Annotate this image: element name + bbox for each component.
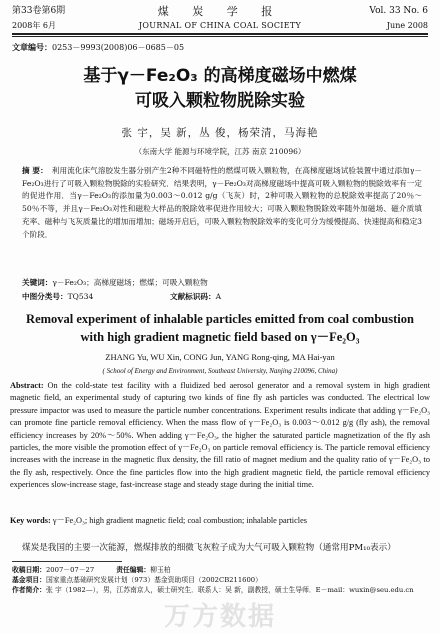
authors-zh: 张 宇，吴 新，丛 俊，杨荣清，马海艳 [121, 127, 319, 139]
fund-value: 国家重点基础研究发展计划（973）基金资助项目（2002CB211600） [45, 576, 262, 585]
abstract-en [10, 380, 430, 492]
document-code-value: A [215, 292, 222, 301]
authors-en: ZHANG Yu, WU Xin, CONG Jun, YANG Rong-qing, MA Hai-yan [105, 352, 335, 362]
watermark: 万方数据 [163, 602, 276, 632]
affiliation-zh: （东南大学 能源与环境学院，江苏 南京 210096） [134, 147, 306, 156]
class-number-value: TQ534 [67, 292, 94, 301]
article-number-value: 0253－9993(2008)06－0685－05 [52, 43, 185, 52]
article-number [12, 42, 184, 53]
author-bio-value: 张 宇（1982—），男，江苏南京人，硕士研究生．联系人：吴 新，副教授，硕士生导师．E－mail：wuxin@seu.edu.cn [45, 586, 414, 595]
abstract-zh-text: 利用流化床气溶胶发生器分别产生2种不同磁特性的燃煤可吸入颗粒物，在高梯度磁场试验装置中通过添加γ－Fe₂O₃进行了可吸入颗粒物脱除的实验研究．结果表明，γ－Fe₂O₃对高梯度磁场中提高可吸入颗粒物的脱除效率有一定的促进作用．当γ－Fe₂O₃的添加量为0.003～0.012 g/g（飞灰）时，2种可吸入颗粒物的总脱除效率提高了20％～50％不等，并且γ－Fe₂O₃对性和磁粒大样品的脱除效率促进作用较大；可吸入颗粒物脱除效率随外加磁场、磁介质填充率、磁种与飞灰质量比的增加而增加；磁场开启后，可吸入颗粒物脱除效率的变化可分为缓慢提高、快速提高和稳定3个阶段． [22, 166, 422, 239]
header-rule-thin [12, 36, 428, 37]
title-en-line1: Removal experiment of inhalable particles emitted from coal combustion [26, 312, 414, 326]
article-number-label: 文章编号： [12, 43, 52, 52]
title-zh-line2: 可吸入颗粒物脱除实验 [135, 91, 305, 111]
keywords-zh [22, 277, 422, 288]
keywords-en [10, 514, 430, 526]
date-en: June 2008 [386, 21, 428, 30]
author-bio-label: 作者简介： [12, 586, 46, 595]
title-en-line2: with high gradient magnetic field based on γ－Fe₂O₃ [80, 330, 360, 344]
footnote-rule [12, 561, 122, 562]
abstract-zh-label: 摘 要： [22, 166, 48, 175]
fund-label: 基金项目： [12, 576, 46, 585]
footnote-received [12, 565, 432, 575]
journal-name-zh: 煤 炭 学 报 [157, 5, 283, 18]
received-label: 收稿日期： [12, 566, 46, 574]
volume-en: Vol. 33 No. 6 [369, 6, 428, 16]
keywords-zh-text: γ－Fe₂O₃；高梯度磁场；燃煤；可吸入颗粒物 [52, 278, 208, 287]
date-zh: 2008年 6月 [12, 21, 56, 30]
keywords-zh-label: 关键词： [22, 278, 53, 287]
editor-value: 柳玉柏 [150, 566, 171, 574]
keywords-en-label: Key words: [10, 516, 51, 525]
footnote-author [12, 585, 432, 595]
document-code-label: 文献标识码： [170, 292, 216, 301]
received-value: 2007－07－27 [45, 566, 95, 574]
abstract-en-label: Abstract: [10, 381, 44, 390]
journal-name-en: JOURNAL OF CHINA COAL SOCIETY [138, 21, 302, 30]
body-first-line: 煤炭是我国的主要一次能源，燃煤排放的细微飞灰粒子成为大气可吸入颗粒物（通常用PM₁₀表示） [22, 543, 396, 553]
keywords-en-text: γ－Fe₂O₃; high gradient magnetic field; coal combustion; inhalable particles [52, 516, 308, 525]
editor-label: 责任编辑： [116, 566, 151, 574]
volume-zh: 第33卷第6期 [12, 6, 66, 16]
title-zh-line1: 基于γ－Fe₂O₃ 的高梯度磁场中燃煤 [83, 66, 357, 86]
affiliation-en: ( School of Energy and Environment, Southeast University, Nanjing 210096, China) [102, 367, 338, 375]
footnote-fund [12, 575, 432, 585]
header-rule [12, 33, 428, 35]
abstract-en-text: On the cold-state test facility with a fluidized bed aerosol generator and a removal system in high gradient magnetic field, an experimental study of capturing two kinds of fine fly ash particles was conducted. The electrical low pressure impactor was used to measure the particle number concentrations. Experiment results indicate that adding γ－Fe₂O₃ can promote fine particle removal efficiency. When the mass flow of γ－Fe₂O₃ is 0.003～0.012 g/g (fly ash), the removal efficiency increases by 20%～50%. When adding γ－Fe₂O₃, the higher the saturated particle magnetization of the fly ash particles, the more visible the promotion effect of γ－Fe₂O₃ on particle removal efficiency is. The particle removal efficiency increases with the increase in the magnetic flux density, the fill ratio of magnet medium and the quality ratio of γ－Fe₂O₃ to the fly ash, respectively. Once the fine particles flow into the high gradient magnetic field, the particle removal efficiency experiences slow-increase stage, fast-increase stage and steady stage during the initial time. [10, 381, 430, 490]
abstract-zh [22, 165, 422, 241]
document-code [170, 291, 221, 302]
class-number-label: 中图分类号： [22, 292, 68, 301]
classification-row [22, 291, 422, 302]
footnote [12, 565, 432, 596]
